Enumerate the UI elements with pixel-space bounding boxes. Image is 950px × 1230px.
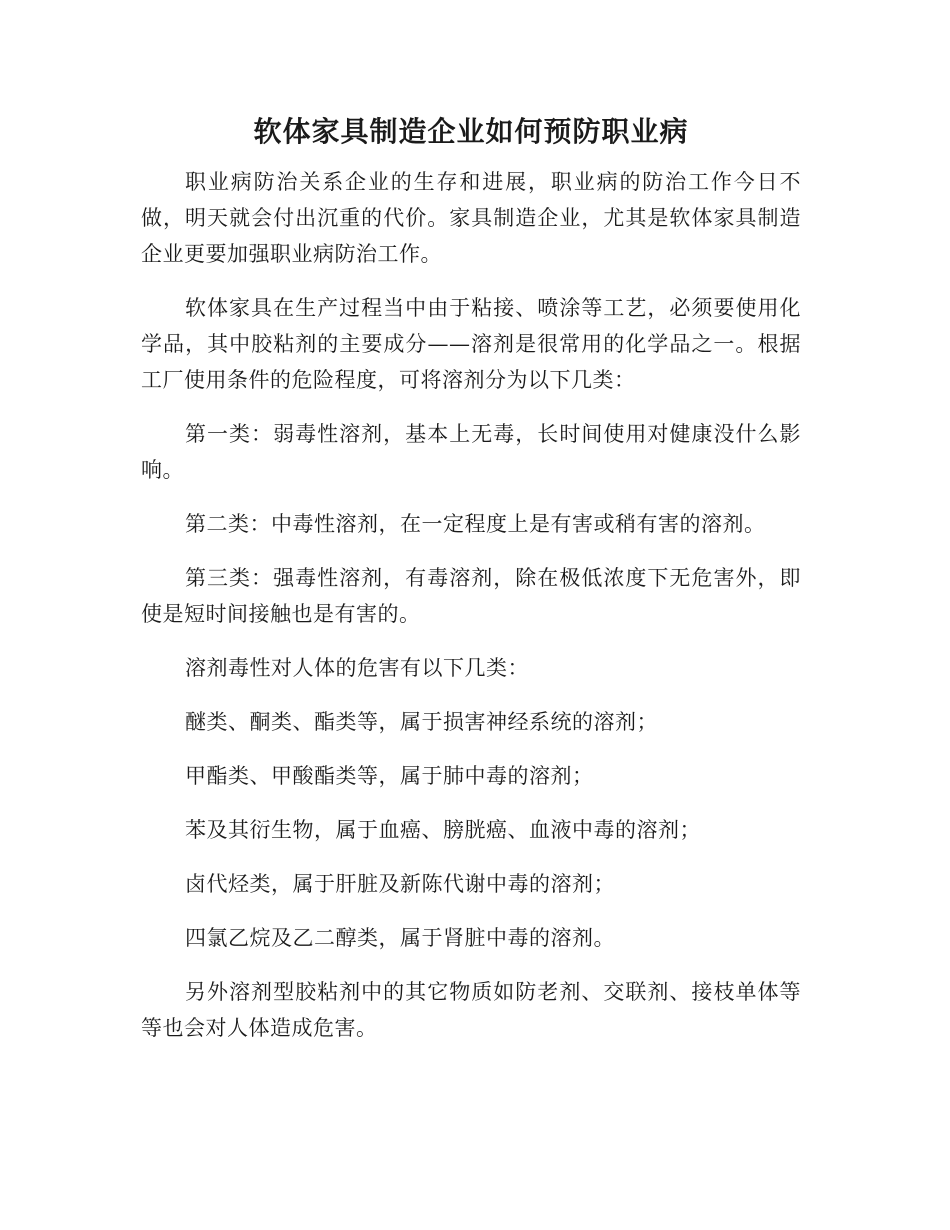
paragraph-harm-blood: 苯及其衍生物，属于血癌、膀胱癌、血液中毒的溶剂； bbox=[185, 818, 701, 842]
document-title: 软体家具制造企业如何预防职业病 bbox=[253, 115, 689, 148]
paragraph-category-3: 第三类：强毒性溶剂，有毒溶剂，除在极低浓度下无危害外，即使是短时间接触也是有害的。 bbox=[141, 566, 801, 626]
paragraph-harm-intro: 溶剂毒性对人体的危害有以下几类： bbox=[185, 656, 529, 680]
paragraph-harm-lung: 甲酯类、甲酸酯类等，属于肺中毒的溶剂； bbox=[185, 764, 594, 788]
paragraph-harm-kidney: 四氯乙烷及乙二醇类，属于肾脏中毒的溶剂。 bbox=[185, 926, 615, 950]
paragraph-category-1: 第一类：弱毒性溶剂，基本上无毒，长时间使用对健康没什么影响。 bbox=[141, 422, 801, 482]
paragraph-harm-nervous: 醚类、酮类、酯类等，属于损害神经系统的溶剂； bbox=[185, 710, 658, 734]
paragraph-harm-liver: 卤代烃类，属于肝脏及新陈代谢中毒的溶剂； bbox=[185, 872, 615, 896]
paragraph-solvent-overview: 软体家具在生产过程当中由于粘接、喷涂等工艺，必须要使用化学品，其中胶粘剂的主要成分——溶剂是很常用的化学品之一。根据工厂使用条件的危险程度，可将溶剂分为以下几类： bbox=[141, 296, 801, 392]
paragraph-category-2: 第二类：中毒性溶剂，在一定程度上是有害或稍有害的溶剂。 bbox=[185, 512, 766, 536]
paragraph-intro: 职业病防治关系企业的生存和进展，职业病的防治工作今日不做，明天就会付出沉重的代价。家具制造企业，尤其是软体家具制造企业更要加强职业病防治工作。 bbox=[141, 170, 801, 266]
paragraph-other-substances: 另外溶剂型胶粘剂中的其它物质如防老剂、交联剂、接枝单体等等也会对人体造成危害。 bbox=[141, 980, 801, 1040]
document-body bbox=[141, 112, 801, 1064]
